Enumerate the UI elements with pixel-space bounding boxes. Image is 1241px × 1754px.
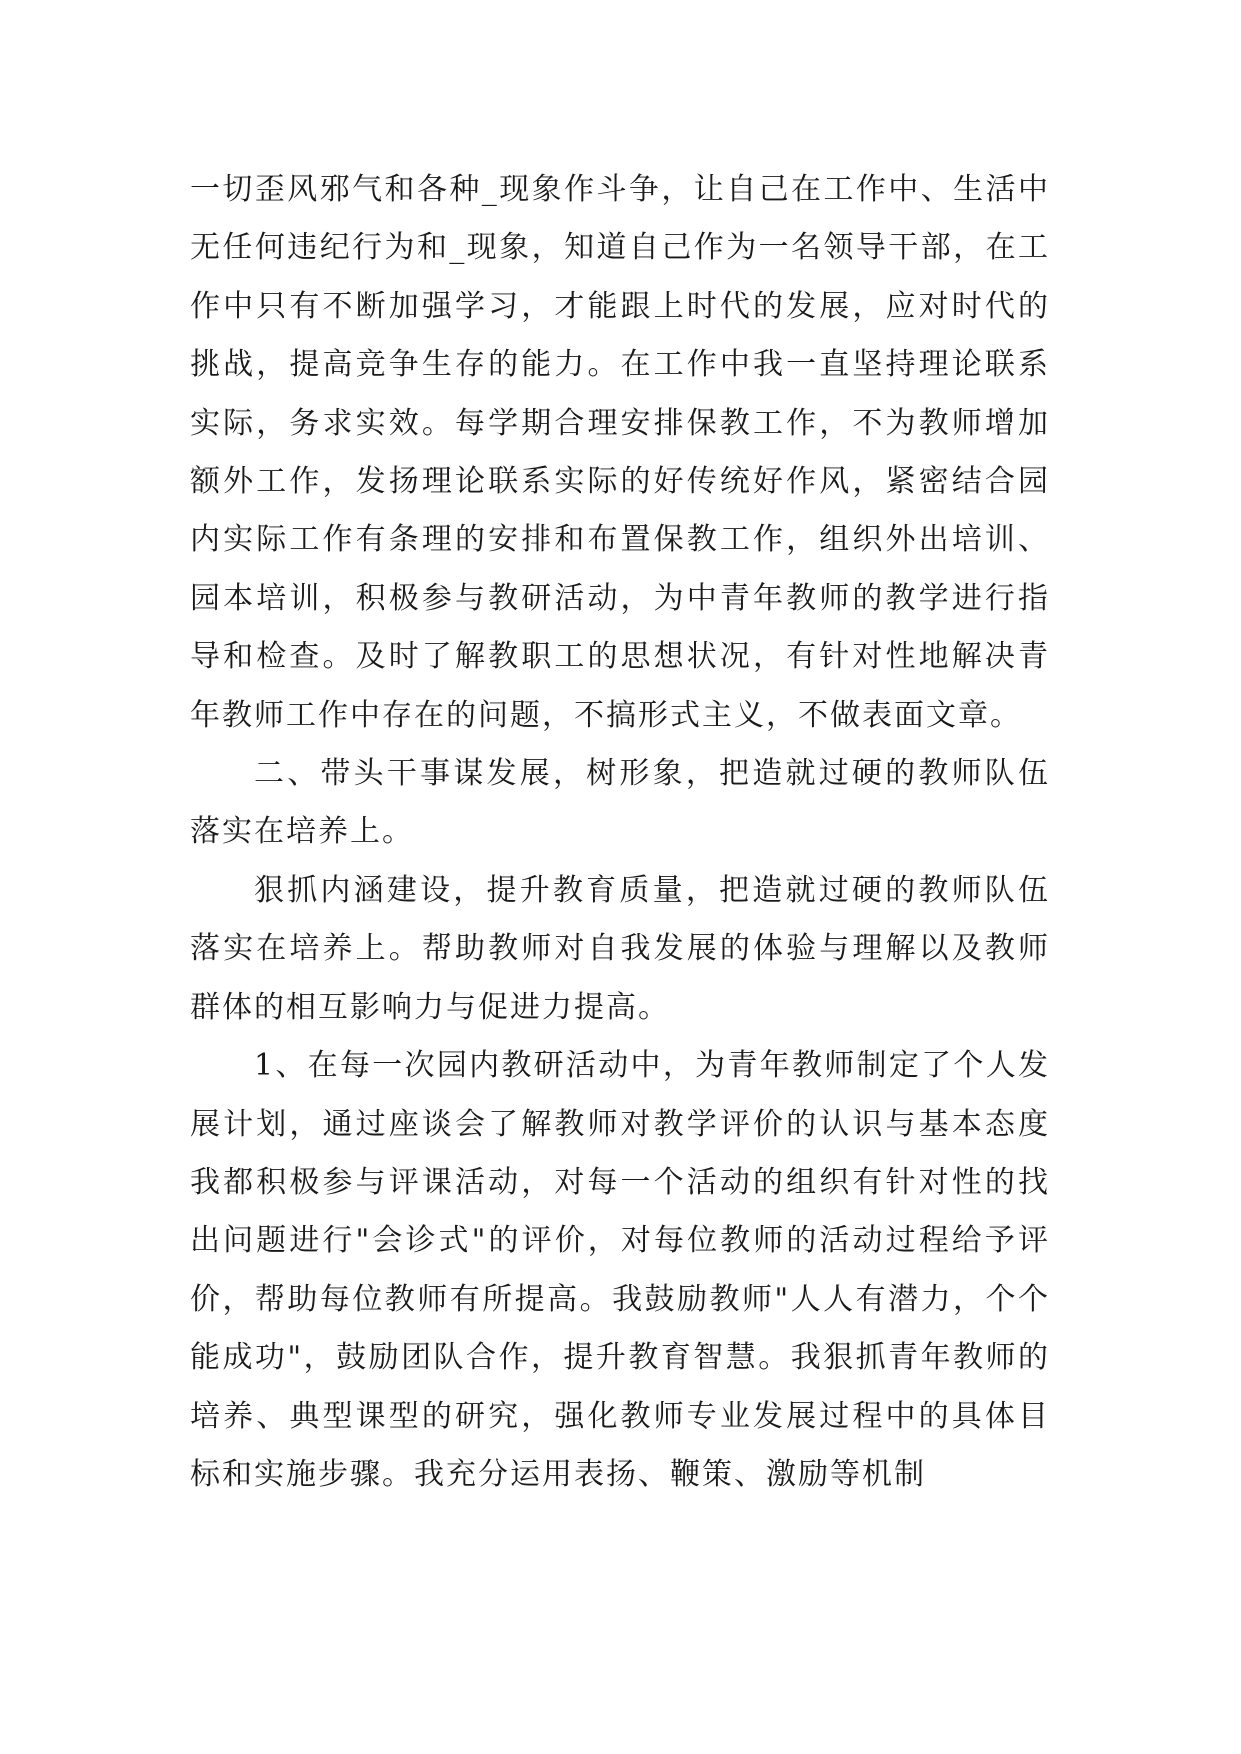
paragraph-continued: 一切歪风邪气和各种_现象作斗争，让自己在工作中、生活中无任何违纪行为和_现象，知道自己作为一名领导干部，在工作中只有不断加强学习，才能跟上时代的发展，应对时代的挑战，提高竞争生存的能力。在工作中我一直坚持理论联系实际，务求实效。每学期合理安排保教工作，不为教师增加额外工作，发扬理论联系实际的好传统好作风，紧密结合园内实际工作有条理的安排和布置保教工作，组织外出培训、园本培训，积极参与教研活动，为中青年教师的教学进行指导和检查。及时了解教职工的思想状况，有针对性地解决青年教师工作中存在的问题，不搞形式主义，不做表面文章。 — [190, 172, 1050, 733]
paragraph: 狠抓内涵建设，提升教育质量，把造就过硬的教师队伍落实在培养上。帮助教师对自我发展的体验与理解以及教师群体的相互影响力与促进力提高。 — [190, 872, 1050, 1025]
list-item-1: 1、在每一次园内教研活动中，为青年教师制定了个人发展计划，通过座谈会了解教师对教学评价的认识与基本态度我都积极参与评课活动，对每一个活动的组织有针对性的找出问题进行"会诊式"的评价，对每位教师的活动过程给予评价，帮助每位教师有所提高。我鼓励教师"人人有潜力，个个能成功"，鼓励团队合作，提升教育智慧。我狠抓青年教师的培养、典型课型的研究，强化教师专业发展过程中的具体目标和实施步骤。我充分运用表扬、鞭策、激励等机制 — [190, 1048, 1050, 1492]
section-heading-2: 二、带头干事谋发展，树形象，把造就过硬的教师队伍落实在培养上。 — [190, 756, 1050, 850]
document-body — [190, 161, 1050, 1504]
